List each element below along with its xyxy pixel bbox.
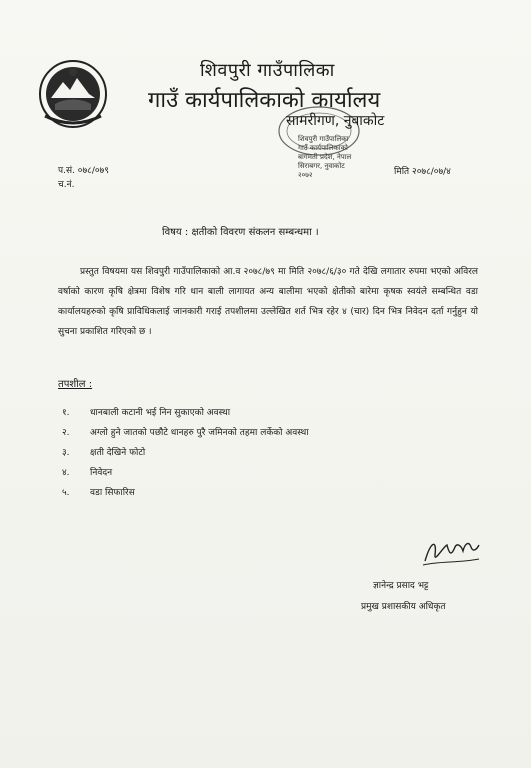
- details-list: [62, 403, 309, 503]
- details-heading: तपशील :: [58, 379, 93, 390]
- stamp-line: २०७२: [298, 171, 313, 179]
- list-item: [62, 403, 309, 423]
- office-name: गाउँ कार्यपालिकाको कार्यालय: [148, 88, 381, 113]
- dispatch-number: च.नं.: [58, 180, 75, 190]
- nepal-emblem-icon: [37, 58, 109, 130]
- signature-icon: [421, 535, 481, 569]
- list-item: [62, 443, 309, 463]
- list-item: [62, 423, 309, 443]
- list-text: अग्लो हुने जातको पछौटे धानहरु पुरै जमिनको तहमा लर्केको अवस्था: [90, 428, 309, 438]
- list-text: क्षती देखिने फोटो: [90, 448, 146, 458]
- subject-line: विषय : क्षतीको विवरण संकलन सम्बन्धमा ।: [162, 227, 319, 238]
- signatory-name: ज्ञानेन्द्र प्रसाद भट्ट: [373, 581, 429, 591]
- list-text: वडा सिफारिस: [90, 488, 135, 498]
- stamp-line: बागमती प्रदेश, नेपाल: [298, 153, 352, 161]
- letter-number: प.सं. ०७८/०७९: [58, 166, 109, 176]
- list-number: १.: [62, 408, 70, 418]
- list-number: ५.: [62, 488, 70, 498]
- stamp-line: गाउँ कार्यपालिकाको: [298, 144, 348, 152]
- office-location: सामरीगण, नुवाकोट: [286, 113, 385, 129]
- list-number: ३.: [62, 448, 70, 458]
- list-number: ४.: [62, 468, 70, 478]
- body-paragraph: प्रस्तुत विषयमा यस शिवपुरी गाउँपालिकाको आ.व २०७८/७९ मा मिति २०७८/६/३० गते देखि लगातार रुपमा भएको अविरल वर्षाको कारण कृषि क्षेत्रमा विशेष गरि धान बाली लागायत अन्य बालीमा भएको क्षेतीको बारेमा कृषक स्वयंले सम्बन्धित वडा कार्यालयहरुको कृषि प्राविधिकलाई जानकारी गराई तपशीलमा उल्लेखित शर्त भित्र रहेर ४ (चार) दिन भित्र निवेदन दर्ता गर्नुहुन यो सुचना प्रकाशित गरिएको छ ।: [58, 267, 478, 337]
- signatory-title: प्रमुख प्रशासकीय अधिकृत: [361, 602, 446, 612]
- list-item: [62, 483, 309, 503]
- stamp-lines: [298, 135, 351, 180]
- letter-date: मिति २०७८/०७/४: [394, 167, 451, 177]
- reference-block: [58, 164, 109, 192]
- list-item: [62, 463, 309, 483]
- stamp-line: सिराबगर, नुवाकोट: [298, 162, 345, 170]
- stamp-line: शिवपुरी गाउँपालिका: [298, 135, 349, 143]
- municipality-name: शिवपुरी गाउँपालिका: [200, 60, 335, 81]
- list-number: २.: [62, 428, 70, 438]
- list-text: धानबाली कटानी भई निन सुकाएको अवस्था: [90, 408, 231, 418]
- list-text: निवेदन: [90, 468, 113, 478]
